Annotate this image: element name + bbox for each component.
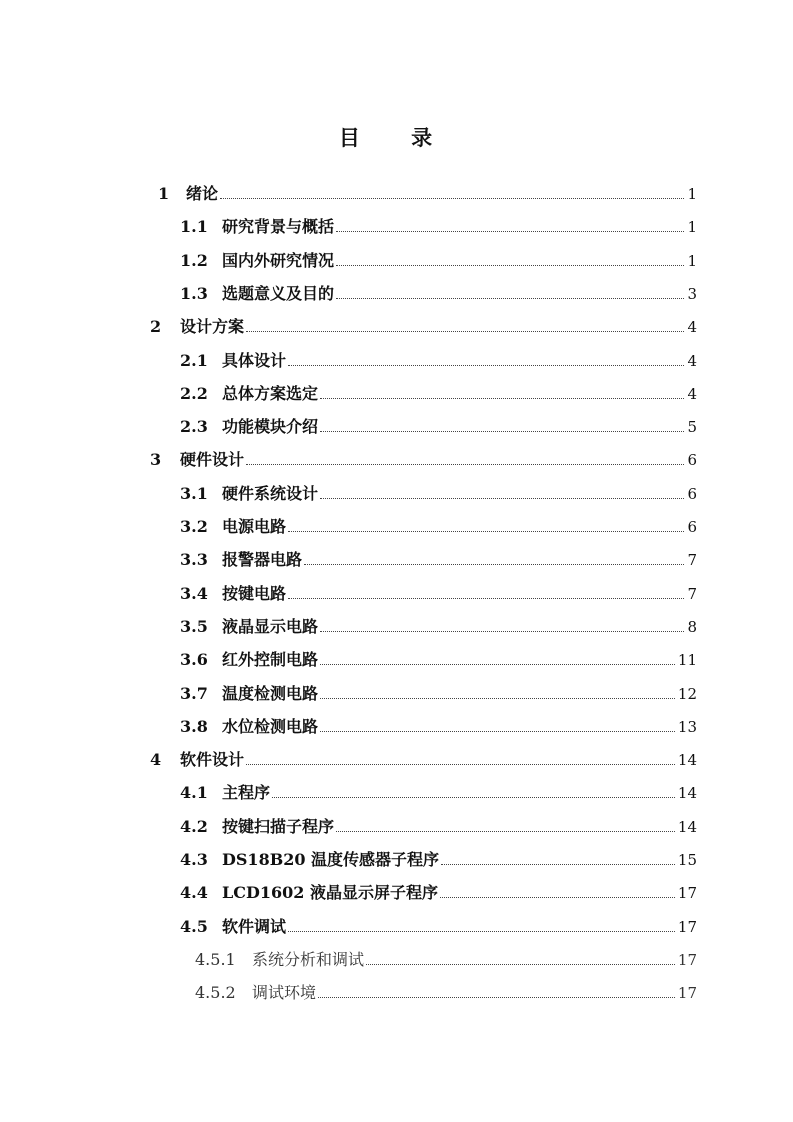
- toc-entry-number: 3.3: [180, 550, 208, 570]
- toc-entry-title: 按键扫描子程序: [222, 816, 335, 836]
- toc-entry[interactable]: [180, 814, 697, 836]
- toc-entry-page: 6: [687, 484, 697, 503]
- toc-entry-number: 3.2: [180, 517, 208, 536]
- toc-entry-page: 1: [687, 185, 697, 203]
- toc-entry-title: 液晶显示电路: [222, 616, 319, 636]
- toc-entry-page: 17: [677, 917, 697, 936]
- toc-entry-number: 4.2: [180, 816, 208, 836]
- toc-entry-title: DS18B20 温度传感器子程序: [222, 850, 440, 869]
- toc-entry-title: 软件调试: [222, 916, 287, 936]
- dot-leader: [336, 297, 684, 299]
- toc-entry[interactable]: [195, 947, 697, 969]
- toc-entry-title: LCD1602 液晶显示屏子程序: [222, 883, 438, 903]
- dot-leader: [246, 763, 675, 765]
- toc-entry[interactable]: [180, 248, 697, 270]
- dot-leader: [320, 663, 675, 665]
- toc-entry-page: 12: [677, 684, 697, 703]
- toc-entry-page: 7: [687, 584, 697, 603]
- toc-entry-page: 7: [687, 551, 697, 570]
- toc-entry[interactable]: [180, 780, 697, 802]
- toc-entry[interactable]: [180, 214, 697, 236]
- toc-entry-page: 14: [677, 784, 697, 803]
- toc-entry-page: 17: [677, 984, 697, 1003]
- toc-entry-title: 系统分析和调试: [252, 949, 365, 969]
- toc-entry-title: 硬件设计: [180, 450, 245, 470]
- dot-leader: [320, 397, 684, 399]
- toc-entry[interactable]: [180, 714, 697, 736]
- toc-entry[interactable]: [158, 181, 697, 203]
- toc-entry-title: 软件设计: [180, 750, 245, 770]
- toc-entry-page: 17: [677, 884, 697, 903]
- toc-entry-number: 3.4: [180, 583, 208, 603]
- toc-entry-number: 1: [158, 184, 170, 203]
- toc-entry-number: 3.8: [180, 716, 208, 736]
- toc-entry[interactable]: [180, 614, 697, 636]
- page-title: 目 录: [338, 125, 455, 150]
- toc-entry[interactable]: [180, 381, 697, 403]
- toc-entry-title: 功能模块介绍: [222, 417, 319, 437]
- toc-entry-page: 4: [687, 384, 697, 403]
- toc-entry-title: 温度检测电路: [222, 683, 319, 703]
- toc-entry-number: 4: [150, 750, 162, 770]
- toc-entry-number: 4.3: [180, 850, 208, 869]
- dot-leader: [320, 697, 675, 699]
- toc-entry[interactable]: [195, 980, 697, 1002]
- toc-entry-title: 硬件系统设计: [222, 483, 319, 503]
- toc-entry-number: 3.1: [180, 483, 208, 503]
- dot-leader: [320, 630, 684, 632]
- toc-entry-number: 4.5.1: [195, 949, 236, 969]
- dot-leader: [288, 930, 675, 932]
- toc-entry-title: 主程序: [222, 783, 271, 803]
- dot-leader: [304, 563, 684, 565]
- toc-entry-page: 6: [687, 451, 697, 470]
- toc-entry-page: 4: [687, 318, 697, 337]
- toc-entry-title: 红外控制电路: [222, 650, 319, 670]
- toc-entry-number: 4.5.2: [195, 983, 236, 1003]
- toc-entry[interactable]: [150, 314, 697, 336]
- toc-entry-page: 14: [677, 751, 697, 770]
- toc-entry[interactable]: [150, 447, 697, 469]
- toc-entry-title: 研究背景与概括: [222, 217, 335, 237]
- toc-entry[interactable]: [180, 481, 697, 503]
- toc-entry[interactable]: [180, 847, 697, 869]
- toc-entry-title: 国内外研究情况: [222, 250, 335, 270]
- toc-entry[interactable]: [180, 581, 697, 603]
- toc-entry-number: 2.1: [180, 350, 208, 370]
- toc-entry-page: 13: [677, 717, 697, 736]
- toc-entry-number: 4.1: [180, 783, 208, 803]
- toc-entry[interactable]: [180, 414, 697, 436]
- toc-entry-number: 2: [150, 317, 162, 337]
- toc-entry[interactable]: [180, 547, 697, 569]
- toc-entry[interactable]: [180, 348, 697, 370]
- toc-entry[interactable]: [150, 747, 697, 769]
- toc-entry-number: 1.3: [180, 283, 208, 303]
- toc-entry-number: 3.6: [180, 650, 208, 670]
- toc-entry-page: 8: [687, 617, 697, 636]
- toc-entry[interactable]: [180, 647, 697, 669]
- toc-entry-number: 3: [150, 450, 162, 470]
- toc-entry-page: 1: [687, 251, 697, 270]
- toc-entry[interactable]: [180, 681, 697, 703]
- dot-leader: [336, 830, 675, 832]
- toc-entry-number: 4.5: [180, 916, 208, 936]
- dot-leader: [441, 863, 675, 865]
- toc-entry-page: 17: [677, 950, 697, 969]
- toc-entry-page: 1: [687, 218, 697, 237]
- dot-leader: [440, 896, 675, 898]
- toc-entry-title: 按键电路: [222, 583, 287, 603]
- dot-leader: [220, 197, 684, 199]
- toc-entry-title: 具体设计: [222, 350, 287, 370]
- dot-leader: [320, 430, 684, 432]
- toc-entry-title: 设计方案: [180, 317, 245, 337]
- toc-entry-number: 3.5: [180, 616, 208, 636]
- toc-entry-number: 1.1: [180, 217, 208, 237]
- toc-entry-title: 选题意义及目的: [222, 283, 335, 303]
- toc-entry-title: 总体方案选定: [222, 383, 319, 403]
- toc-entry-title: 电源电路: [222, 517, 287, 536]
- dot-leader: [246, 330, 684, 332]
- toc-entry[interactable]: [180, 514, 697, 536]
- toc-entry-page: 14: [677, 817, 697, 836]
- toc-entry-title: 调试环境: [252, 983, 317, 1003]
- toc-entry-page: 11: [677, 651, 697, 670]
- dot-leader: [272, 796, 675, 798]
- dot-leader: [288, 364, 684, 366]
- toc-entry-title: 水位检测电路: [222, 716, 319, 736]
- toc-entry-page: 3: [687, 284, 697, 303]
- toc-entry-number: 3.7: [180, 683, 208, 703]
- toc-entry-page: 6: [687, 518, 697, 536]
- toc-entry-title: 报警器电路: [222, 550, 303, 570]
- dot-leader: [318, 996, 675, 998]
- dot-leader: [246, 463, 684, 465]
- toc-entry-number: 4.4: [180, 883, 208, 903]
- toc-entry-title: 绪论: [186, 184, 219, 203]
- dot-leader: [336, 230, 684, 232]
- toc-entry-number: 2.3: [180, 417, 208, 437]
- toc-entry-number: 2.2: [180, 383, 208, 403]
- toc-entry-page: 15: [677, 851, 697, 869]
- dot-leader: [336, 264, 684, 266]
- dot-leader: [366, 963, 675, 965]
- dot-leader: [320, 730, 675, 732]
- toc-entry-page: 4: [687, 351, 697, 370]
- toc-entry-page: 5: [687, 418, 697, 437]
- toc-entry-number: 1.2: [180, 250, 208, 270]
- dot-leader: [288, 597, 684, 599]
- dot-leader: [320, 497, 684, 499]
- dot-leader: [288, 530, 684, 532]
- toc-entry[interactable]: [180, 880, 697, 902]
- toc-entry[interactable]: [180, 914, 697, 936]
- toc-entry[interactable]: [180, 281, 697, 303]
